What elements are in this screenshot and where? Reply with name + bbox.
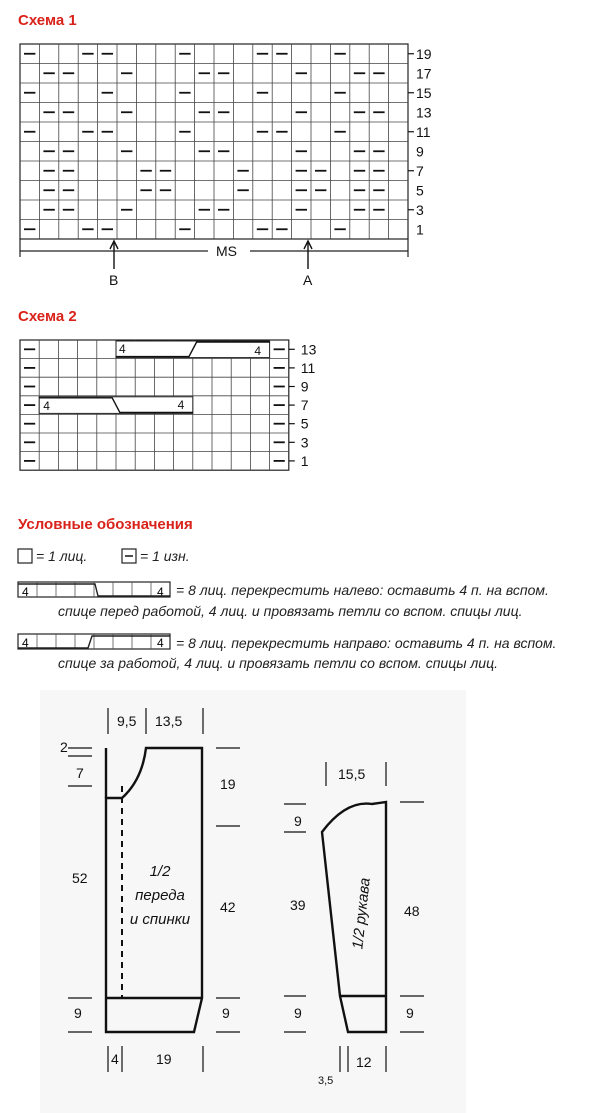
schema1-row-label: 13 (416, 104, 432, 121)
schema2-title: Схема 2 (18, 308, 77, 325)
dim-9-body-left: 9 (74, 1005, 82, 1021)
sleeve-dim-top: 15,5 (338, 766, 366, 782)
dim-top-right: 13,5 (155, 713, 183, 729)
legend-purl-text: = 1 изн. (140, 548, 190, 564)
dim-7: 7 (76, 765, 84, 781)
dim-52: 52 (72, 870, 88, 886)
knit-symbol (18, 549, 32, 563)
schema2-chart (0, 330, 340, 480)
sleeve-dim-bottom-35: 3,5 (318, 1075, 334, 1087)
dim-9-body-right: 9 (222, 1005, 230, 1021)
sleeve-dim-9-left: 9 (294, 1005, 302, 1021)
legend-knit-text: = 1 лиц. (36, 548, 88, 564)
sleeve-label: 1/2 рукава (349, 877, 374, 951)
schema1-row-label: 5 (416, 182, 424, 199)
schema2-row-label: 3 (300, 434, 309, 451)
cable-left-symbol (18, 582, 170, 597)
body-label-1: 1/2 (149, 863, 171, 880)
schema2-row-label: 13 (300, 341, 317, 358)
sleeve-dim-39: 39 (290, 897, 306, 913)
legend-cable-right-text2: спице за работой, 4 лиц. и провязать петли со вспом. спицы лиц. (58, 655, 498, 671)
sleeve-dim-48: 48 (404, 903, 420, 919)
schema2-cable-row13-count-b: 4 (254, 344, 262, 358)
body-label-3: и спинки (129, 911, 191, 928)
dim-bottom-19: 19 (156, 1051, 172, 1067)
sleeve-dim-bottom-12: 12 (356, 1054, 372, 1070)
schema1-title: Схема 1 (18, 12, 77, 29)
schema1-marker-b: B (109, 272, 119, 288)
cable-left-number-b: 4 (157, 585, 164, 599)
legend-title: Условные обозначения (18, 516, 193, 533)
schema2-row-label: 11 (300, 359, 316, 376)
schema2-cable-row13-count-a: 4 (119, 342, 126, 356)
cable-right-number-a: 4 (22, 636, 29, 650)
legend-cable-left-text: = 8 лиц. перекрестить налево: оставить 4 п. на вспом. (176, 582, 549, 598)
dim-top-left: 9,5 (117, 713, 137, 729)
sleeve-dim-9-right: 9 (406, 1005, 414, 1021)
schema1-row-label: 17 (416, 65, 432, 82)
schema1-row-label: 15 (416, 84, 432, 101)
cable-right-number-b: 4 (157, 636, 164, 650)
schema2-row-label: 1 (300, 452, 309, 469)
schema1-row-label: 1 (416, 221, 424, 238)
schema2-row-label: 9 (300, 378, 309, 395)
schema1-row-label: 11 (416, 123, 431, 140)
schema1-marker-a: A (303, 272, 313, 288)
legend-cable-left-text2: спице перед работой, 4 лиц. и провязать петли со вспом. спицы лиц. (58, 603, 523, 619)
schema2-row-label: 7 (300, 397, 309, 414)
legend-cable-right-text: = 8 лиц. перекрестить направо: оставить 4 п. на вспом. (176, 635, 557, 651)
schema1-chart (0, 0, 600, 290)
pattern-pieces (0, 690, 600, 1113)
dim-19-right: 19 (220, 776, 236, 792)
schema1-row-label: 3 (416, 201, 424, 218)
schema2-cable-row7-count-a: 4 (43, 398, 50, 413)
dim-bottom-4: 4 (111, 1051, 119, 1067)
body-label-2: переда (135, 887, 185, 904)
cable-right-symbol (18, 634, 170, 649)
dim-2: 2 (60, 739, 68, 755)
schema1-row-label: 19 (416, 45, 432, 62)
sleeve-dim-9-top: 9 (294, 813, 302, 829)
cable-left-number-a: 4 (22, 585, 29, 599)
schema2-cable-row7-count-b: 4 (177, 397, 185, 412)
schema1-row-label: 9 (416, 143, 424, 160)
dim-42: 42 (220, 899, 236, 915)
schema1-ms-label: MS (216, 243, 237, 259)
schema1-row-label: 7 (416, 162, 424, 179)
schema2-row-label: 5 (300, 415, 309, 432)
